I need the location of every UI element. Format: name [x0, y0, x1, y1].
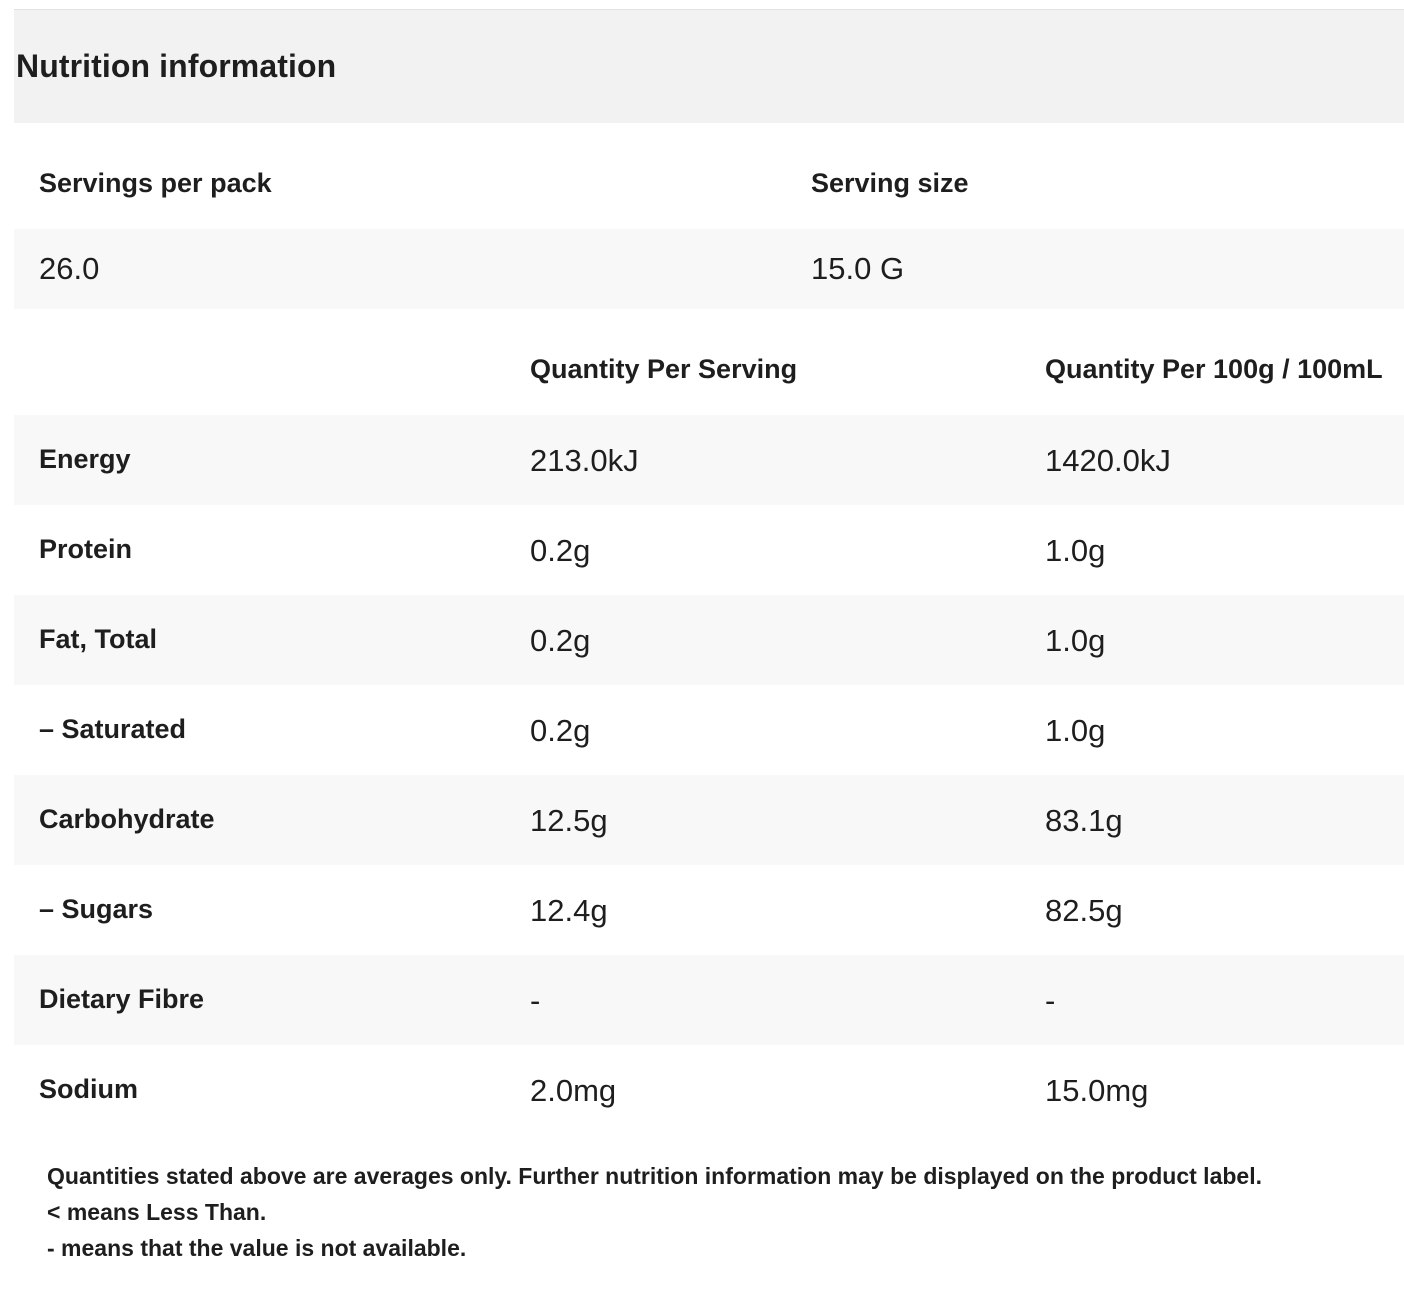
section-title: Nutrition information [16, 48, 337, 84]
table-row [14, 1045, 1404, 1135]
per-serving-value: 12.5g [530, 803, 608, 838]
per-100-value: 83.1g [1045, 803, 1123, 838]
nutrient-name: Protein [39, 534, 133, 564]
table-row [14, 955, 1404, 1045]
per-serving-value: 213.0kJ [530, 443, 639, 478]
column-header-per-serving: Quantity Per Serving [530, 354, 798, 384]
serving-size-value: 15.0 G [811, 251, 905, 286]
per-100-value: 15.0mg [1045, 1073, 1149, 1108]
per-serving-value: 2.0mg [530, 1073, 617, 1108]
table-row [14, 685, 1404, 775]
per-100-value: 1420.0kJ [1045, 443, 1171, 478]
table-row [14, 415, 1404, 505]
per-100-value: 1.0g [1045, 533, 1106, 568]
nutrient-name: Fat, Total [39, 624, 157, 654]
per-100-value: 82.5g [1045, 893, 1123, 928]
nutrient-name: – Sugars [39, 894, 154, 924]
column-header-per-100: Quantity Per 100g / 100mL [1045, 354, 1383, 384]
table-row [14, 595, 1404, 685]
nutrient-name: Dietary Fibre [39, 984, 205, 1014]
section-header [14, 10, 1404, 123]
nutrient-name: Sodium [39, 1074, 138, 1104]
per-serving-value: 0.2g [530, 533, 591, 568]
nutrition-table [14, 325, 1404, 1135]
servings-value-row [14, 229, 1404, 309]
per-serving-value: - [530, 983, 541, 1018]
serving-size-label: Serving size [811, 168, 969, 198]
nutrient-name: – Saturated [39, 714, 187, 744]
servings-label-row [14, 140, 1404, 228]
table-header-row [14, 325, 1404, 415]
per-serving-value: 0.2g [530, 623, 591, 658]
table-row [14, 865, 1404, 955]
per-100-value: 1.0g [1045, 623, 1106, 658]
per-100-value: 1.0g [1045, 713, 1106, 748]
footnote-not-available: - means that the value is not available. [47, 1235, 467, 1261]
servings-per-pack-value: 26.0 [39, 251, 100, 286]
table-row [14, 775, 1404, 865]
table-row [14, 505, 1404, 595]
per-serving-value: 0.2g [530, 713, 591, 748]
footnote-less-than: < means Less Than. [47, 1199, 267, 1225]
nutrient-name: Energy [39, 444, 131, 474]
footnote-averages: Quantities stated above are averages only. Further nutrition information may be displayed on the product label. [47, 1163, 1262, 1189]
per-serving-value: 12.4g [530, 893, 608, 928]
servings-per-pack-label: Servings per pack [39, 168, 272, 198]
nutrient-name: Carbohydrate [39, 804, 215, 834]
footnotes [47, 1158, 1262, 1266]
per-100-value: - [1045, 983, 1056, 1018]
